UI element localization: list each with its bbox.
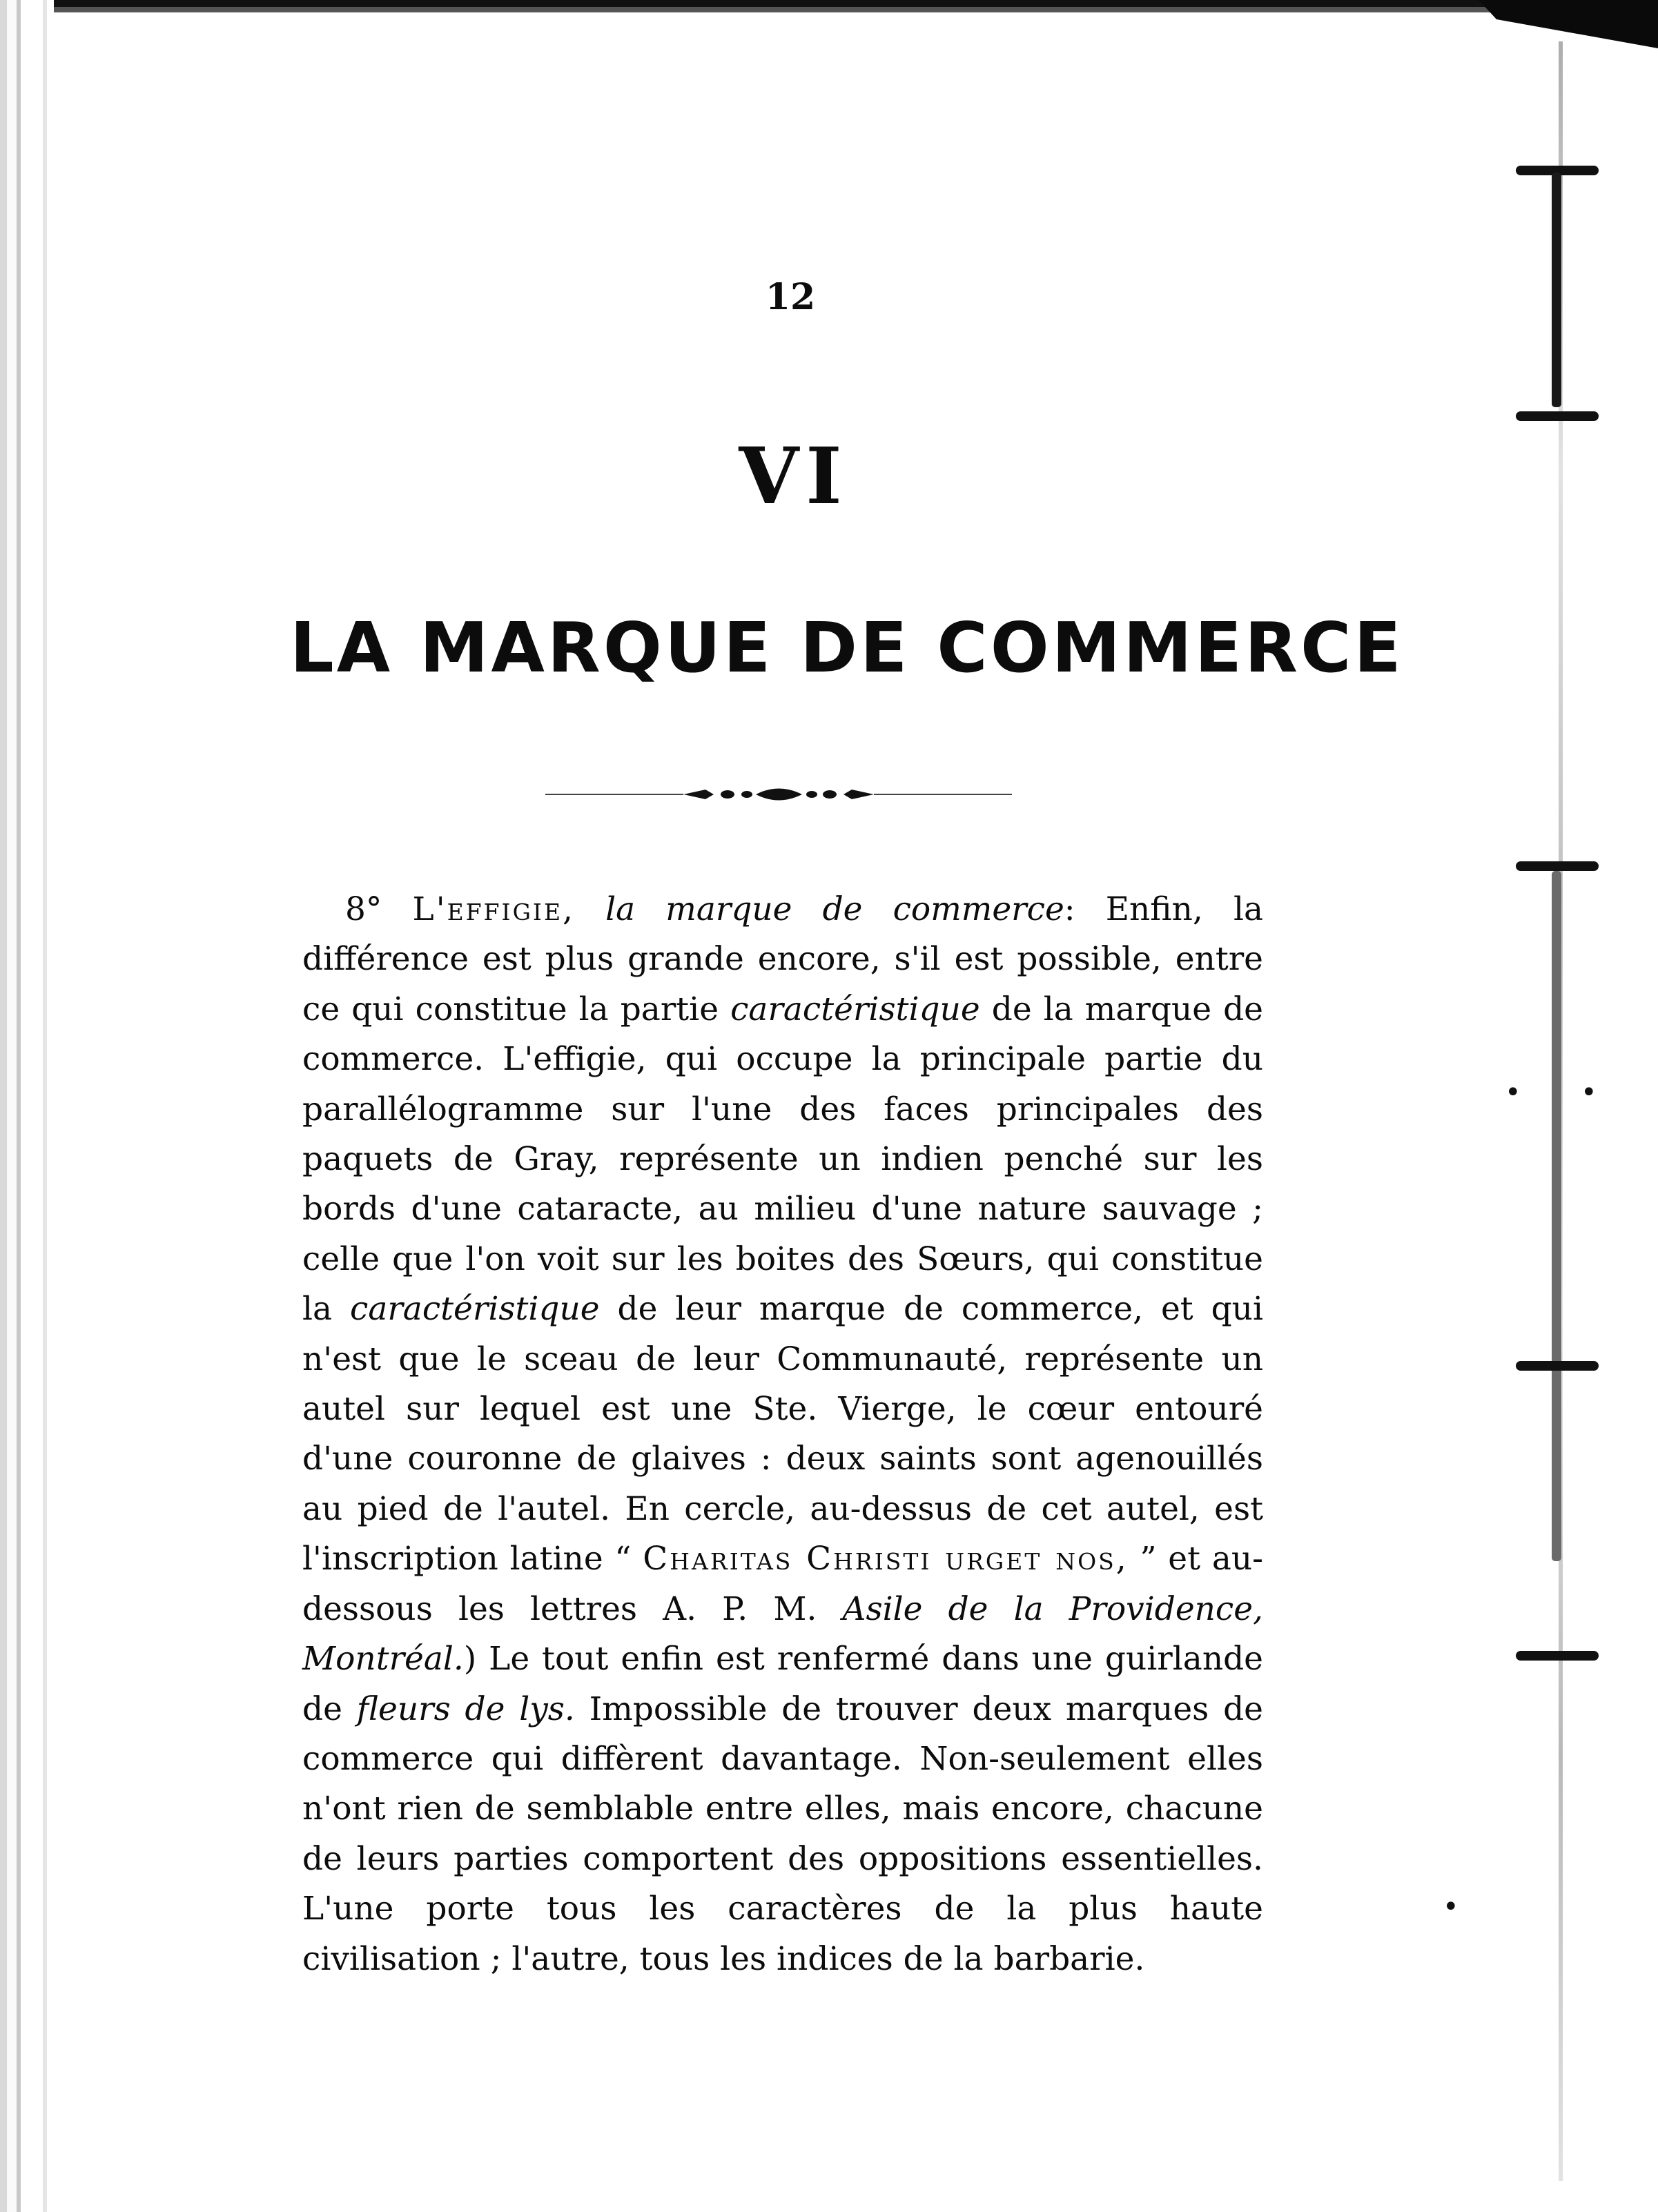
text-run [575,890,605,928]
text-run: de leur marque de commerce, et qui n'est que le sceau de leur Communauté, représente un autel sur lequel est une Ste. Vierge, le cœur entouré d'une couronne de glaives : deux saints sont agenouillés au pied de l'autel. En cercle, au-dessus de cet autel, est l'inscription latine “ [302,1290,1263,1578]
body-paragraph [302,885,1263,1984]
page-number: 12 [765,276,816,318]
scan-corner-shadow [1479,0,1658,48]
binding-thread [1552,871,1561,1561]
text-run: 8° [345,890,413,928]
binding-stitch [1516,861,1599,871]
text-run: de la marque de commerce. L'effigie, qui occupe la principale partie du parallélogramme sur l'une des faces principales des paquets de Gray, représente un indien penché sur les bords d'une cataracte, au milieu d'une nature sauvage ; celle que l'on voit sur les boites des Sœurs, qui constitue la [302,990,1263,1329]
body-text [302,885,1263,1984]
ornamental-divider [545,777,1012,812]
speck-mark: • [1505,1077,1521,1108]
binding-thread [1552,173,1561,407]
text-run-italic: caractéristique [350,1290,600,1329]
text-run-smallcaps: Charitas Christi urget nos, [643,1540,1129,1578]
chapter-title: LA MARQUE DE COMMERCE [290,607,1404,688]
speck-mark: • [1581,1077,1597,1108]
page-left-edge [0,0,54,2212]
speck-mark: • [1443,1891,1459,1923]
text-run: ” et au-dessous les lettres A. P. M. [302,1540,1263,1628]
text-run: : Enfin, la différence est plus grande encore, s'il est possible, entre ce qui constitue la partie [302,890,1263,1028]
text-run-italic: Asile de la Providence, Montréal. [302,1589,1263,1678]
text-run: ) Le tout enfin est renfermé dans une guirlande de [302,1640,1263,1728]
text-run-italic: fleurs de lys. [356,1690,575,1728]
text-run-smallcaps: L'effigie, [412,890,575,928]
text-run-italic: la marque de commerce [605,890,1064,928]
binding-stitch [1516,1361,1599,1371]
chapter-number: VI [739,431,849,522]
binding-stitch [1516,1651,1599,1661]
page-top-edge [0,0,1658,18]
binding-stitch [1516,411,1599,421]
text-run: Impossible de trouver deux marques de commerce qui diffèrent davantage. Non-seulement elles n'ont rien de semblable entre elles, mais encore, chacune de leurs parties comportent des oppositions essentielles. L'une porte tous les caractères de la plus haute civilisation ; l'autre, tous les indices de la barbarie. [302,1690,1263,1978]
text-run-italic: caractéristique [730,990,980,1028]
